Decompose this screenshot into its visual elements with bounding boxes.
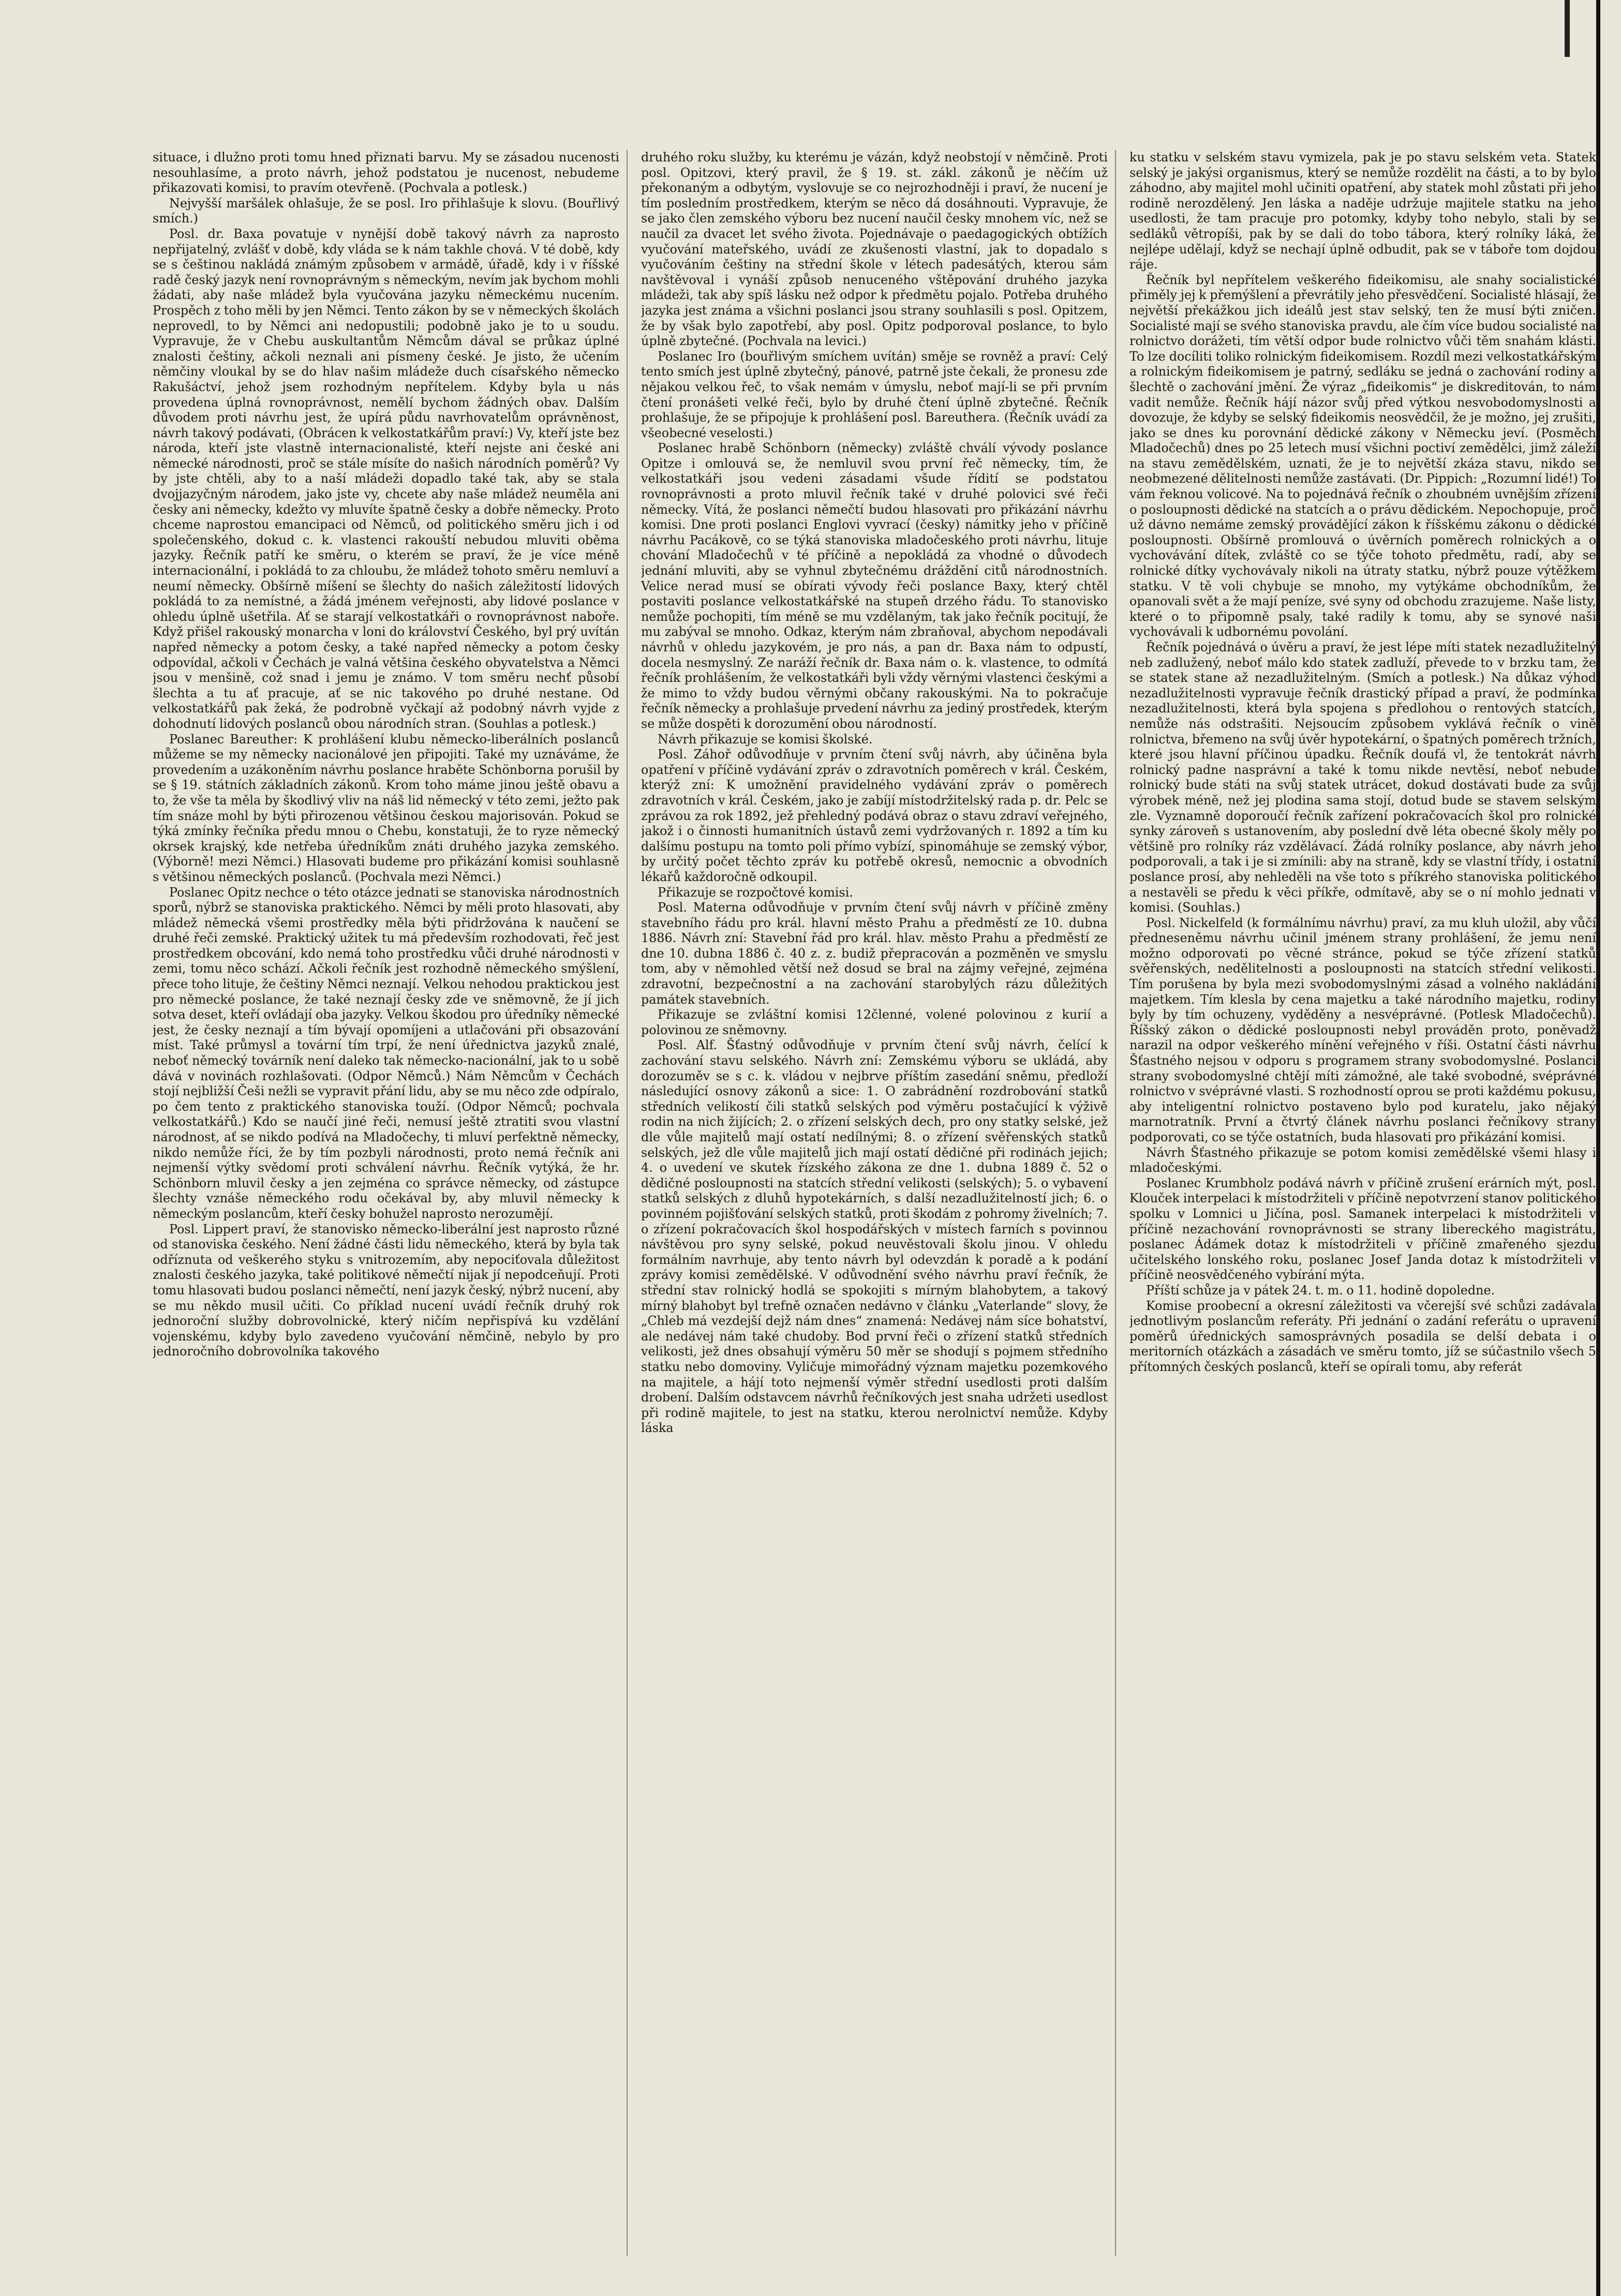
paragraph: Poslanec hrabě Schönborn (německy) zvláště chválí vývody poslance Opitze i omlouvá se, že nemluvil svou první řeč německy, tím, že velkostatkáři jsou vedeni zásadami všude řídití se podstatou rovnoprávnosti a proto mluvil řečník také v druhé polovici své řeči německy. Vítá, že poslanci němečtí budou hlasovati pro přikázání návrhu komisi. Dne proti poslanci Englovi vyvrací (česky) námitky jeho v příčině návrhu Pacákově, co se týká stanoviska mladočeského proti návrhu, lituje chování Mladočechů v té příčině a nepokládá za vhodné o důvodech jednání mluviti, aby se vyhnul zbytečnému dráždění citů národnostních. Velice nerad musí se obírati vývody řeči poslance Baxy, který chtěl postaviti poslance velkostatkářské na stupeň drzého řádu. To stanovisko nemůže pochopiti, tím méně se mu vzdělaným, tak jako řečník pocitují, že mu zabýval se mnoho. Odkaz, kterým nám zbraňoval, abychom nepodávali návrhů v ohledu jazykovém, je pro nás, a pan dr. Baxa nám to odpustí, docela nesmyslný. Ze naráží řečník dr. Baxa nám o. k. vlastence, to odmítá řečník prohlášením, že velkostatkáři byli vždy věrnými vlastenci českými a že mimo to vždy budou věrnými občany rakouskými. Na to pokračuje řečník německy a prohlašuje prvedení návrhu za jediný prostředek, kterým se může dospěti k dorozumění obou národností. [641,441,1108,731]
paragraph: Posl. Materna odůvodňuje v prvním čtení svůj návrh v příčině změny stavebního řádu pro král. hlavní město Prahu a předměstí ze 10. dubna 1886. Návrh zní: Stavební řád pro král. hlav. město Prahu a předměstí ze dne 10. dubna 1886 č. 40 z. z. budiž přepracován a pozměněn ve smyslu tom, aby v němohled větší než dosud se bral na zájmy veřejné, zejména zdravotní, bezpečnostní a na zachování starobylých rázu důležitých památek stavebních. [641,900,1108,1007]
paragraph: ku statku v selském stavu vymizela, pak je po stavu selském veta. Statek selský je jakýsi organismus, který se nemůže rozdělit na části, a to by bylo záhodno, aby majitel mohl učiniti opatření, aby statek mohl zůstati při jeho rodině nerozdělený. Jen láska a naděje udržuje majitele statku na jeho usedlosti, že tam pracuje pro potomky, kdyby toho nebylo, stali by se sedláků větropíši, pak by se dali do tobo tábora, který rolníky láká, že nejlépe udělají, když se nechají úplně odbudit, pak se v táboře tom dojdou ráje. [1129,150,1596,272]
paragraph: Poslanec Opitz nechce o této otázce jednati se stanoviska národnostních sporů, nýbrž se stanoviska praktického. Němci by měli proto hlasovati, aby mládež německá všemi prostředky měla býti přidržována k naučení se druhé řeči zemské. Praktický užitek tu má především rozhodovati, řeč jest prostředkem obcování, kdo nemá toho prostředku vůči druhé národnosti v zemi, tomu něco schází. Ačkoli řečník jest rozhodně německého smýšlení, přece toho lituje, že češtiny Němci neznají. Velkou nehodou praktickou jest pro německé poslance, že také neznají česky zde ve sněmovně, že jí jich sotva deset, kteří ovládají oba jazyky. Velkou škodou pro úředníky německé jest, že česky neznají a tím bývají opomíjeni a utlačováni při obsazování míst. Také průmysl a tovární tím trpí, že není úřednictva jazyků znalé, neboť německý továrník není daleko tak německo-nacionální, jak to u sobě dává v novinách rozhlašovati. (Odpor Němců.) Nám Němcům v Čechách stojí nejbližší Češi nežli se vypravit přání lidu, aby se mu něco zde odpíralo, po čem tento z praktického stanoviska touží. (Odpor Němců; pochvala velkostatkářů.) Kdo se naučí jiné řeči, nemusí ještě ztratiti svou vlastní národnost, ať se nikdo podívá na Mladočechy, ti mluví perfektně německy, nikdo nemůže říci, že by tím pozbyli národnosti, proto nemá řečník ani nejmenší výtky svědomí proti schválení návrhu. Řečník vytýká, že hr. Schönborn mluvil česky a jen zejména co správce německy, od zástupce šlechty vznáše německého rodu očekával by, aby mluvil německy k německým poslancům, kteří česky bohužel naprosto nerozumějí. [153,885,619,1221]
paragraph: Nejvyšší maršálek ohlašuje, že se posl. Iro přihlašuje k slovu. (Bouřlivý smích.) [153,196,619,226]
paragraph: Posl. dr. Baxa povatuje v nynější době takový návrh za naprosto nepřijatelný, zvlášť v době, kdy vláda se k nám takhle chová. V té době, kdy se s češtinou nakládá známým způsobem v armádě, úřadě, kdy i v říšské radě český jazyk není rovnoprávným s německým, nevím jak bychom mohli žádati, aby naše mládež byla vyučována jazyku německému nucením. Prospěch z toho měli by jen Němci. Tento zákon by se v německých školách neprovedl, to by Němci ani nedopustili; podobně jako je to u soudu. Vypravuje, že v Chebu auskultantům Němcům dával se průkaz úplné znalosti češtiny, ačkoli neznali ani písmeny české. Je jisto, že učením němčiny vloukal by se do hlav našim mládeže duch císařského německo Rakušáctví, jehož jsem rozhodným nepřítelem. Kdyby byla u nás provedena úplná rovnoprávnost, nemělí bychom žádných obav. Dalším důvodem proti návrhu jest, že upírá půdu navrhovatelům oprávněnost, návrh takový podávati, (Obrácen k velkostatkářům praví:) Vy, kteří jste bez národa, kteří jste vlastně internacionalisté, kteří nejste ani české ani německé národnosti, proč se stále mísíte do našich národních poměrů? Vy by jste chtěli, aby to a naší mládeži dopadlo také tak, aby se stala dvojjazyčným národem, jako jste vy, chcete aby naše mládež neuměla ani česky ani německy, kdežto vy mluvíte špatně česky a dobře německy. Proto chceme naprostou emancipaci od Němců, od politického směru jich i od společenského, dokud c. k. vlastenci rakouští nebudou mluviti oběma jazyky. Řečník patří ke směru, o kterém se praví, že je více méně internacionální, i pokládá to za chloubu, že mládež tohoto směru nemluví a neumí německy. Obšírně míšení se šlechty do našich záležitostí lidových pokládá to za nemístné, a žádá jménem veřejnosti, aby lidové poslance v ohledu úplně ušetřila. Ať se starají velkostatkáři o rovnoprávnost naboře. Když přišel rakouský monarcha v loni do království Českého, byl prý uvítán napřed německy a potom česky, a také napřed německy a potom česky odpovídal, ačkoli v Čechách je valná většina českého obyvatelstva a Němci jsou v menšině, což snad i jemu je známo. V tom směru nechť působí šlechta a tu ať pracuje, ať se nic takového po druhé nestane. Od velkostatkářů pak žeká, že podrobně vyčkají až podobný návrh vyjde z dohodnutí lidových poslanců obou národních stran. (Souhlas a potlesk.) [153,226,619,731]
paragraph: Návrh přikazuje se komisi školské. [658,732,873,747]
column-3 [1129,150,1596,2256]
column-1 [153,150,628,2256]
paragraph: Řečník byl nepřítelem veškerého fideikomisu, ale snahy socialistické přiměly jej k přemýšlení a převrátily jeho přesvědčení. Socialisté hlásají, že největší překážkou jich ideálů jest stav selský, ten že musí býti zničen. Socialisté mají se svého stanoviska pravdu, ale čím více budou socialisté na rolnictvo dorážeti, tím větší odpor bude rolnictvo vůči těm snahám klásti. To lze docíliti toliko rolnickým fideikomisem. Rozdíl mezi velkostatkářským a rolnickým fideikomisem je patrný, sedláku se jedná o zachování rodiny a šlechtě o zachování jmění. Že výraz „fideikomis“ je diskreditován, to nám vadit nemůže. Řečník hájí názor svůj před výtkou nesvobodomyslnosti a dovozuje, že kdyby se selský fideikomis neosvědčil, že je možno, jej zrušiti, jako se dnes ku porovnání dědické zákony v Německu jeví. (Posměch Mladočechů) dnes po 25 letech musí všichni poctiví zemědělci, jimž záleží na stavu zemědělském, uznati, že je to největší zkáza stavu, nikdo se neobmezené dělitelnosti nemůže zastávati. (Dr. Pippich: „Rozumní lidé!) To vám řeknou volicové. Na to pojednává řečník o zhoubném uvnějším zřízení o posloupnosti dědické na statcích a o právu dědickém. Nepochopuje, proč už dávno nemáme zemský provádějící zákon k říšskému zákonu o dědické posloupnosti. Obšírně promlouvá o úvěrních poměrech rolnických a o vychovávání dítek, zvláště co se týče tohoto předmětu, radí, aby se rolnické dítky vychovávaly nikoli na útraty statku, nýbrž pouze výtěžkem statku. V tě voli chybuje se mnoho, my vytýkáme obchodníkům, že opanovali svět a že mají peníze, své syny od obchodu zrazujeme. Naše listy, které o to připomně psaly, také radily k tomu, aby se synové naši vychovávali k udbornému povolání. [1129,272,1596,639]
newspaper-columns [153,150,1596,2256]
paragraph: situace, i dlužno proti tomu hned přiznati barvu. My se zásadou nucenosti nesouhlasíme, a proto návrh, jehož podstatou je nucenost, nebudeme přikazovati komisi, to pravím otevřeně. (Pochvala a potlesk.) [153,150,619,196]
paragraph: Řečník pojednává o úvěru a praví, že jest lépe míti statek nezadlužitelný neb zadlužený, neboť málo kdo statek zadluží, převede to v brzku tam, že se statek stane až nezadlužitelným. (Smích a potlesk.) Na důkaz výhod nezadlužitelnosti vypravuje řečník drastický případ a praví, že podmínka nezadlužitelnosti, která byla spojena s předlohou o rentových statcích, nemůže nás odstrašiti. Nejsoucím způsobem vyklává řečník o vině rolnictva, břemeno na svůj úvěr hypotekární, o špatných poměrech tržních, které jsou hlavní příčinou úpadku. Řečník doufá vl, že tentokrát návrh rolnický padne nasprávní a také k tomu nikde nevtěsí, neboť nebude rolnický bude státi na svůj statek utrácet, dokud dostávati bude za svůj výrobek méně, než jej plodina sama stojí, dotud bude se stavem selským zle. Vyznamně doporoučí řečník zařízení pokračovacích škol pro rolnické synky zároveň s ustanovením, aby poslední dvě léta obecné školy měly po většině pro rolníky ráz vzdělávací. Žádá rolníky poslance, aby návrh jeho podporovali, a tak i je si zmínili: aby na straně, kdy se vlastní třídy, i ostatní poslance prosí, aby nehleděli na vše toto s příkrého stanoviska politického a nestavěli se předu k věci příkře, odmítavě, aby se o ní mohlo jednati v komisi. (Souhlas.) [1129,640,1596,915]
paragraph: druhého roku služby, ku kterému je vázán, když neobstojí v němčině. Proti posl. Opitzovi, který pravil, že § 19. st. zákl. zákonů je něčím už překonaným a odbytým, vyslovuje se co nejrozhodněji i praví, že nucení je tím posledním prostředkem, kterým se něco dá dosáhnouti. Vypravuje, že se jako člen zemského výboru bez nucení naučil česky mnohem víc, než se naučil za dvacet let svého života. Pojednávaje o paedagogických obtížích vyučování mateřského, uvádí ze zkušenosti vlastní, jak to dopadalo s vyučováním češtiny na střední škole v létech padesátých, kterou sám navštěvoval i vynáší způsob nenuceného vštěpování druhého jazyka mládeži, tak aby spíš lásku než odpor k předmětu pojalo. Potřeba druhého jazyka jest známa a všichni poslanci jsou strany souhlasili s posl. Opitzem, že by však bylo zapotřebí, aby posl. Opitz podporoval poslance, to bylo úplně zbytečné. (Pochvala na levici.) [641,150,1108,349]
paragraph: Přikazuje se rozpočtové komisi. [658,885,853,900]
paragraph: Komise proobecní a okresní záležitosti va včerejší své schůzi zadávala jednotlivým poslancům referáty. Při jednání o zadání referátu o upravení poměrů úřednických samosprávných posadila se delší debata i o meritorních otázkách a zásadách ve směru tomto, jíž se súčastnilo všech 5 přítomných českých poslanců, kteří se opírali tomu, aby referát [1129,1298,1596,1374]
paragraph: Posl. Alf. Šťastný odůvodňuje v prvním čtení svůj návrh, čelící k zachování stavu selského. Návrh zní: Zemskému výboru se ukládá, aby dorozuměv se s c. k. vládou v nejbrve příštím zasedání sněmu, předloží následující osnovy zákonů a sice: 1. O zabrádnění rozdrobování statků středních velikostí čili statků selských pod výměru postačující k výživě rodin na nich žijících; 2. o zřízení selských dech, pro ony statky selské, jež dle vůle majitelů mají ostatí nedílnými; 8. o zřízení svěřenských statků selských, jež dle vůle majitelů jich mají ostatí dědičné při rodinách jejich; 4. o uvedení ve skutek řízského zákona ze dne 1. dubna 1889 č. 52 o dědičné posloupnosti na statcích střední velikosti (selských); 5. o vybavení statků selských z dluhů hypotekárních, s další nezadlužitelností jich; 6. o povinném pojišťování selských statků, proti škodám z pohromy živelních; 7. o zřízení pokračovacích škol hospodářských v místech farních s povinnou návštěvou pro syny selské, pokud neuvěstovali školu jinou. V ohledu formálním navrhuje, aby tento návrh byl odevzdán k poradě a k podání zprávy komisi zemědělské. V odůvodnění svého návrhu praví řečník, že střední stav rolnický hodlá se spokojiti s mírným blahobytem, a takový mírný blahobyt byl trefně označen nedávno v článku „Vaterlande“ slovy, že „Chleb má vezdejší dejž nám dnes“ znamená: Nedávej nám síce bohatství, ale nedávej nám také chudoby. Bod první řeči o zřízení statků středních velikosti, jež dnes obsahují výměru 50 měr se shodují s pojmem středního statku nebo domoviny. Vyličuje mimořádný význam majetku pozemkového na majitele, a hájí toto nejmenší výměr střední usedlosti proti dalším drobení. Dalším odstavcem návrhů řečníkových jest snaha udržeti usedlost při rodině majitele, to jest na statku, kterou nerolnictví nemůže. Kdyby láska [641,1038,1108,1436]
paragraph: Příští schůze ja v pátek 24. t. m. o 11. hodině dopoledne. [1146,1283,1495,1298]
paragraph: Poslanec Iro (bouřlivým smíchem uvítán) směje se rovněž a praví: Celý tento smích jest úplně zbytečný, pánové, patrně jste čekali, že pronesu zde nějakou velkou řeč, to však nemám v úmyslu, neboť mají-li se při prvním čtení pronášeti velké řeči, bylo by druhé čtení úplně zbytečné. Řečník prohlašuje, že se připojuje k prohlášení posl. Bareuthera. (Řečník uvádí za všeobecné veselosti.) [641,349,1108,440]
paragraph: Posl. Lippert praví, že stanovisko německo-liberální jest naprosto různé od stanoviska českého. Není žádné části lidu německého, která by byla tak odříznuta od veškerého styku s vnitrozemím, aby nepociťovala důležitost znalosti českého jazyka, také politikové němečtí nijak jí nepodceňují. Proti tomu hlasovati budou poslanci němečtí, není jazyk český, nýbrž nucení, aby se mu někdo musil učiti. Co příklad nucení uvádí řečník druhý rok jednoroční služby dobrovolnické, který ničím nepřispívá ku vzdělání vojenskému, kdyby bylo zavedeno vyučování němčině, nebylo by pro jednoročního dobrovolníka takového [153,1221,619,1359]
page-edge-mark [1565,0,1570,57]
page-edge-line [1596,0,1600,2296]
column-2 [641,150,1116,2256]
paragraph: Přikazuje se zvláštní komisi 12členné, volené polovinou z kurií a polovinou ze sněmovny. [641,1007,1108,1037]
paragraph: Posl. Nickelfeld (k formálnímu návrhu) praví, za mu kluh uložil, aby vůčí předneseněmu návrhu učinil jménem strany prohlášení, že jemu není možno odporovati po věcné stránce, pokud se týče zřízení statků svěřenských, nedělitelnosti a posloupnosti na statcích střední velikosti. Tím porušena by byla mezi svobodomyslnými zásad a volného nakládání majetkem. Tím klesla by cena majetku a také národního majetku, rodiny byly by tím ochuzeny, vyděděny a nesvéprávné. (Potlesk Mladočechů). Říšský zákon o dědické posloupnosti nebyl prováděn proto, poněvadž narazil na odpor veškerého mínění veřejného v říši. Ostatní části návrhu Šťastného nejsou v odporu s programem strany svobodomyslné. Poslanci strany svobodomyslné chtějí míti zámožné, ale také svobodné, svéprávné rolnictvo v svéprávné vlasti. S rozhodností oprou se proti každému pokusu, aby inteligentní rolnictvo postaveno bylo pod kuratelu, jako nějaký marnotratník. První a čtvrtý článek návrhu poslanci řečníkovy strany podporovati, co se týče ostatních, buda hlasovati pro přikázání komisi. [1129,915,1596,1144]
paragraph: Poslanec Krumbholz podává návrh v příčině zrušení erárních mýt, posl. Klouček interpelaci k místodržiteli v příčině nepotvrzení stanov politického spolku v Lomnici u Jičína, posl. Samanek interpelaci k místodržiteli v příčině nezachování rovnoprávnosti se strany libereckého magistrátu, poslanec Ádámek dotaz k místodržiteli v příčině zmařeného sjezdu učitelského lonského roku, poslanec Josef Janda dotaz k místodržiteli v příčině neosvědčeného vybírání mýta. [1129,1175,1596,1283]
paragraph: Poslanec Bareuther: K prohlášení klubu německo-liberálních poslanců můžeme se my německy nacionálové jen připojiti. Také my uznáváme, že provedením a uzákoněním návrhu poslance hraběte Schönborna porušil by se § 19. státních základních zákonů. Krom toho máme jinou ještě obavu a to, že vše ta měla by škodlivý vliv na náš lid německý v této zemi, ježto pak tím snáze mohl by býti přirozenou většinou českou majorisován. Pokud se týká zmínky řečníka předu mnou o Chebu, konstatuji, že to ryze německý okrsek krajský, kde netřeba úředníkům znáti druhého jazyka zemského. (Výborně! mezi Němci.) Hlasovati budeme pro přikázání komisi souhlasně s většinou německých poslanců. (Pochvala mezi Němci.) [153,732,619,884]
paragraph: Posl. Záhoř odůvodňuje v prvním čtení svůj návrh, aby účiněna byla opatření v příčině vydávání zpráv o zdravotních poměrech v král. Českém, kterýž zní: K umožnění pravidelného vydávání zpráv o poměrech zdravotních v král. Českém, jako je zabíjí místodržitelský rada p. dr. Pelc se zprávou za rok 1892, jež přehledný podává obraz o stavu zdraví veřejného, jakož i o činnosti humanitních ústavů zemi vydržovaných r. 1892 a tím ku dalšímu postupu na tomto poli přímo vybízí, spinomáhuje se zemský výbor, by určitý počet těchto zpráv ku potřebě okresů, nemocnic a obvodních lékařů každoročně odkoupil. [641,747,1108,884]
paragraph: Návrh Šťastného přikazuje se potom komisi zemědělské všemi hlasy i mladočeskými. [1129,1145,1596,1175]
